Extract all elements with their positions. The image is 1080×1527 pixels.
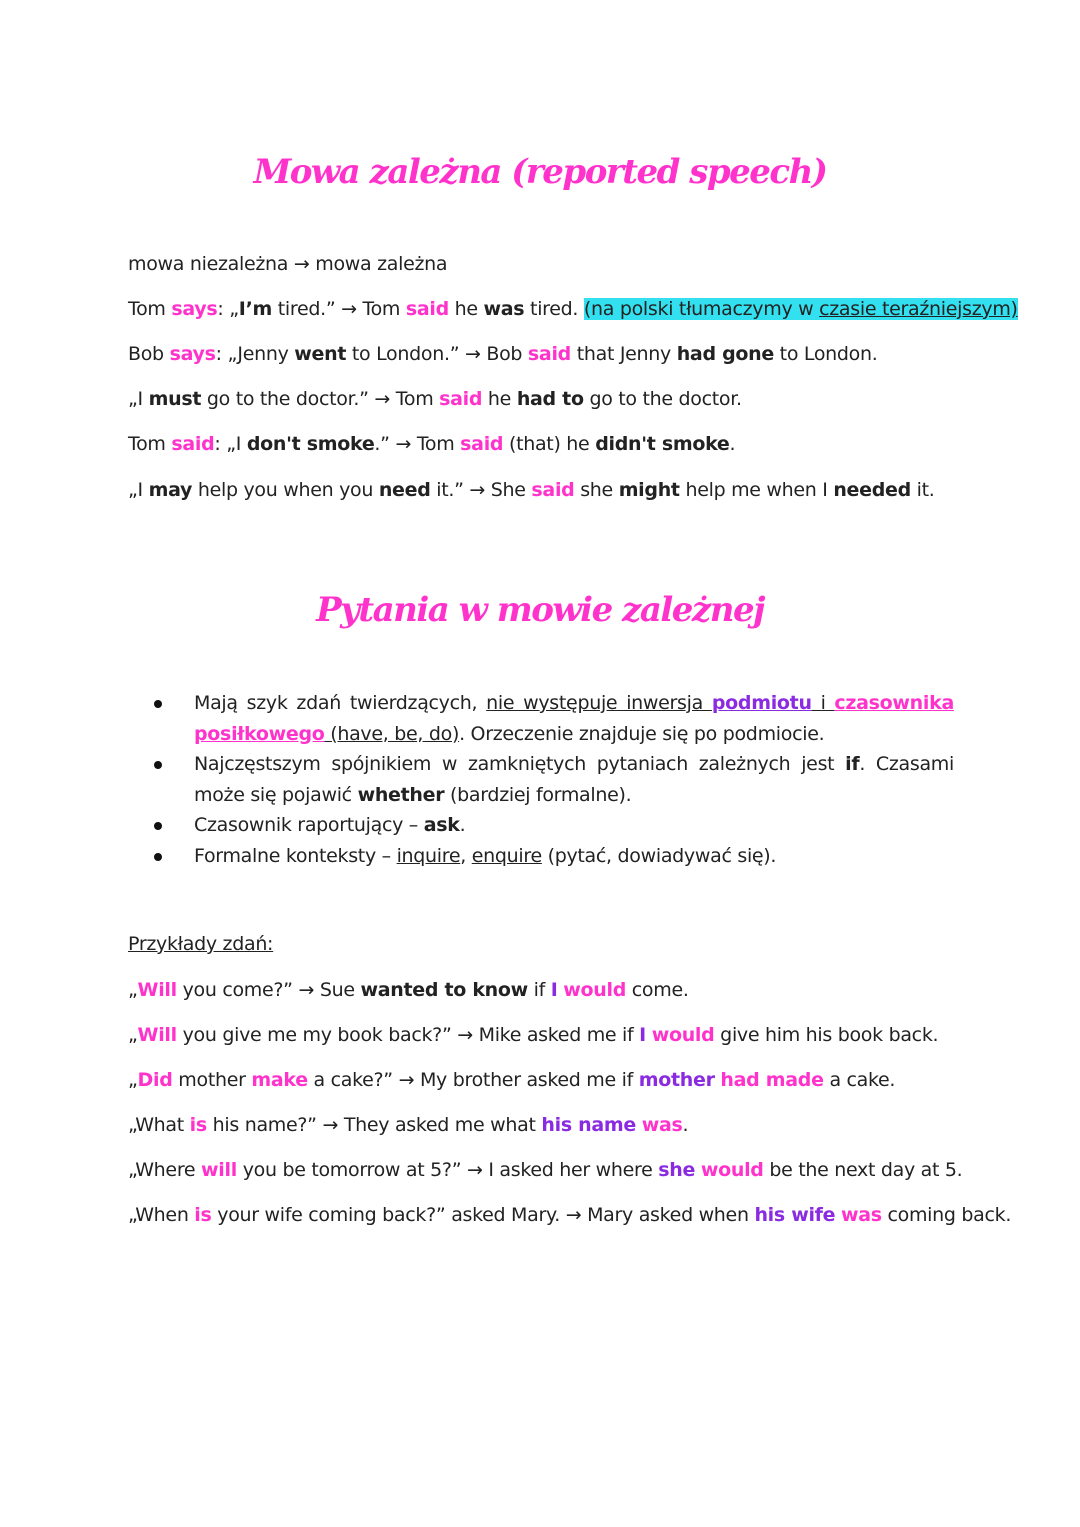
text-fragment: coming back. bbox=[881, 1204, 1012, 1226]
bullet-icon bbox=[154, 853, 162, 861]
text-fragment: must bbox=[148, 388, 202, 410]
example-line-1 bbox=[128, 298, 1018, 320]
arrow-icon: → bbox=[293, 253, 310, 275]
arrow-icon: → bbox=[298, 979, 315, 1001]
text-fragment: My brother asked me if bbox=[414, 1069, 639, 1091]
text-fragment: She bbox=[485, 479, 532, 501]
arrow-icon: → bbox=[322, 1114, 339, 1136]
text-fragment: Mike asked me if bbox=[472, 1024, 640, 1046]
text-fragment: Mary asked when bbox=[581, 1204, 755, 1226]
text-fragment: : „ bbox=[217, 298, 239, 320]
arrow-icon: → bbox=[341, 298, 357, 320]
arrow-icon: → bbox=[457, 1024, 473, 1046]
text-fragment: i bbox=[811, 692, 835, 714]
text-fragment: tired. bbox=[524, 298, 584, 320]
text-fragment: Czasownik raportujący – bbox=[194, 814, 424, 836]
text-fragment: podmiotu bbox=[711, 692, 812, 714]
page-title: Mowa zależna (reported speech) bbox=[253, 152, 827, 192]
text-fragment: was bbox=[641, 1114, 683, 1136]
list-item bbox=[128, 749, 954, 810]
text-fragment: „I bbox=[128, 388, 149, 410]
text-fragment: said bbox=[531, 479, 575, 501]
text-fragment: give him his book back. bbox=[714, 1024, 939, 1046]
text-fragment: went bbox=[294, 343, 347, 365]
intro-line bbox=[128, 253, 447, 275]
bullet-icon bbox=[154, 700, 162, 708]
text-fragment: .” bbox=[374, 433, 396, 455]
example-line-3 bbox=[128, 388, 742, 410]
text-fragment: had to bbox=[516, 388, 584, 410]
text-fragment: Tom bbox=[356, 298, 406, 320]
text-fragment: would bbox=[651, 1024, 715, 1046]
text-fragment: Tom bbox=[411, 433, 461, 455]
text-fragment: Najczęstszym spójnikiem w zamkniętych pytaniach zależnych jest bbox=[194, 753, 846, 775]
text-fragment: said bbox=[460, 433, 504, 455]
text-fragment: may bbox=[148, 479, 193, 501]
text-fragment: be the next day at 5. bbox=[763, 1159, 963, 1181]
text-fragment: if bbox=[527, 979, 551, 1001]
intro-right: mowa zależna bbox=[315, 253, 448, 275]
text-fragment: „When bbox=[128, 1204, 195, 1226]
text-fragment: go to the doctor.” bbox=[201, 388, 375, 410]
text-fragment: „Where bbox=[128, 1159, 202, 1181]
text-fragment: she bbox=[574, 479, 619, 501]
question-line-2 bbox=[128, 1024, 938, 1046]
example-line-5 bbox=[128, 479, 935, 501]
text-fragment: help you when you bbox=[192, 479, 379, 501]
text-fragment: says bbox=[171, 298, 218, 320]
text-fragment: „ bbox=[128, 1024, 138, 1046]
text-fragment: was bbox=[840, 1204, 882, 1226]
text-fragment: had gone bbox=[676, 343, 774, 365]
text-fragment: inquire bbox=[396, 844, 461, 867]
text-fragment: will bbox=[201, 1159, 237, 1181]
text-fragment: Bob bbox=[480, 343, 528, 365]
text-fragment: it.” bbox=[430, 479, 470, 501]
text-fragment: I bbox=[550, 979, 558, 1001]
text-fragment: Tom bbox=[390, 388, 440, 410]
text-fragment: I asked her where bbox=[482, 1159, 659, 1181]
text-fragment: go to the doctor. bbox=[583, 388, 742, 410]
question-line-6 bbox=[128, 1204, 1011, 1226]
text-fragment: make bbox=[251, 1069, 308, 1091]
rules-list bbox=[128, 688, 954, 871]
text-fragment: Tom bbox=[128, 298, 172, 320]
arrow-icon: → bbox=[374, 388, 391, 410]
text-fragment: said bbox=[405, 298, 449, 320]
text-fragment: czasie teraźniejszym) bbox=[819, 298, 1018, 320]
text-fragment: mother bbox=[172, 1069, 252, 1091]
text-fragment: wanted to know bbox=[360, 979, 528, 1001]
text-fragment: . bbox=[729, 433, 736, 455]
text-fragment: Sue bbox=[314, 979, 361, 1001]
text-fragment: Bob bbox=[128, 343, 170, 365]
text-fragment: had made bbox=[720, 1069, 824, 1091]
text-fragment: whether bbox=[357, 783, 445, 806]
text-fragment: , bbox=[460, 844, 472, 867]
text-fragment: it. bbox=[910, 479, 935, 501]
text-fragment: Did bbox=[137, 1069, 173, 1091]
text-fragment: „ bbox=[128, 1069, 138, 1091]
question-line-5 bbox=[128, 1159, 962, 1181]
text-fragment: your wife coming back?” asked Mary. bbox=[211, 1204, 566, 1226]
text-fragment: Formalne konteksty – bbox=[194, 844, 397, 867]
text-fragment: enquire bbox=[471, 844, 542, 867]
text-fragment: didn't smoke bbox=[595, 433, 730, 455]
text-fragment: Tom bbox=[128, 433, 172, 455]
text-fragment: Mają szyk zdań twierdzących, bbox=[194, 692, 487, 714]
text-fragment: is bbox=[189, 1114, 207, 1136]
text-fragment: you come?” bbox=[176, 979, 299, 1001]
section-title: Pytania w mowie zależnej bbox=[316, 590, 764, 630]
text-fragment: . Orzeczenie znajduje się po podmiocie. bbox=[459, 722, 825, 745]
text-fragment: said bbox=[171, 433, 215, 455]
text-fragment: says bbox=[169, 343, 216, 365]
text-fragment: „What bbox=[128, 1114, 190, 1136]
text-fragment: you give me my book back?” bbox=[176, 1024, 458, 1046]
question-line-1 bbox=[128, 979, 689, 1001]
text-fragment: . bbox=[459, 814, 466, 836]
text-fragment: nie występuje inwersja bbox=[486, 692, 712, 714]
text-fragment: (that) he bbox=[503, 433, 596, 455]
text-fragment: you be tomorrow at 5?” bbox=[236, 1159, 468, 1181]
arrow-icon: → bbox=[565, 1204, 582, 1226]
text-fragment: he bbox=[482, 388, 517, 410]
text-fragment: might bbox=[618, 479, 680, 501]
text-fragment: tired.” bbox=[271, 298, 342, 320]
bullet-icon bbox=[154, 822, 162, 830]
text-fragment: (bardziej formalne). bbox=[444, 783, 632, 806]
list-item bbox=[128, 688, 954, 749]
list-item bbox=[128, 810, 954, 841]
example-line-2 bbox=[128, 343, 877, 365]
text-fragment: was bbox=[483, 298, 525, 320]
text-fragment: his name?” bbox=[206, 1114, 323, 1136]
text-fragment: (pytać, dowiadywać się). bbox=[541, 844, 777, 867]
text-fragment: said bbox=[527, 343, 571, 365]
text-fragment: to London.” bbox=[346, 343, 465, 365]
text-fragment: mother bbox=[638, 1069, 715, 1091]
text-fragment: to London. bbox=[773, 343, 878, 365]
text-fragment: she bbox=[658, 1159, 696, 1181]
text-fragment: come. bbox=[626, 979, 689, 1001]
text-fragment: Will bbox=[137, 1024, 177, 1046]
text-fragment: ask bbox=[423, 814, 460, 836]
bullet-icon bbox=[154, 761, 162, 769]
example-line-4 bbox=[128, 433, 735, 455]
text-fragment: a cake?” bbox=[307, 1069, 399, 1091]
text-fragment: would bbox=[563, 979, 627, 1001]
text-fragment: They asked me what bbox=[338, 1114, 542, 1136]
text-fragment: „ bbox=[128, 979, 138, 1001]
arrow-icon: → bbox=[464, 343, 481, 365]
text-fragment: his wife bbox=[754, 1204, 836, 1226]
text-fragment: his name bbox=[541, 1114, 636, 1136]
text-fragment: . Czasami może się pojawić bbox=[194, 753, 954, 806]
text-fragment: said bbox=[439, 388, 483, 410]
text-fragment: need bbox=[378, 479, 431, 501]
text-fragment: I’m bbox=[238, 298, 272, 320]
question-line-4 bbox=[128, 1114, 688, 1136]
text-fragment: needed bbox=[833, 479, 911, 501]
text-fragment: : „I bbox=[214, 433, 247, 455]
text-fragment: that Jenny bbox=[570, 343, 677, 365]
text-fragment: help me when I bbox=[679, 479, 834, 501]
list-item bbox=[128, 841, 954, 872]
text-fragment: would bbox=[700, 1159, 764, 1181]
text-fragment: he bbox=[448, 298, 484, 320]
text-fragment: . bbox=[682, 1114, 689, 1136]
question-line-3 bbox=[128, 1069, 895, 1091]
text-fragment: I bbox=[639, 1024, 646, 1046]
arrow-icon: → bbox=[398, 1069, 415, 1091]
text-fragment: „I bbox=[128, 479, 149, 501]
text-fragment: Will bbox=[137, 979, 177, 1001]
text-fragment: : „Jenny bbox=[215, 343, 295, 365]
text-fragment: don't smoke bbox=[246, 433, 375, 455]
arrow-icon: → bbox=[395, 433, 412, 455]
text-fragment: (have, be, do) bbox=[324, 722, 460, 745]
examples-heading: Przykłady zdań: bbox=[128, 933, 274, 955]
text-fragment: (na polski tłumaczymy w bbox=[583, 298, 820, 320]
text-fragment: if bbox=[845, 753, 860, 775]
arrow-icon: → bbox=[467, 1159, 483, 1181]
arrow-icon: → bbox=[469, 479, 486, 501]
intro-left: mowa niezależna bbox=[128, 253, 289, 275]
text-fragment: is bbox=[194, 1204, 212, 1226]
text-fragment: a cake. bbox=[823, 1069, 896, 1091]
text-fragment: czasownika posiłkowego bbox=[194, 692, 954, 745]
translation-note bbox=[584, 298, 1018, 320]
